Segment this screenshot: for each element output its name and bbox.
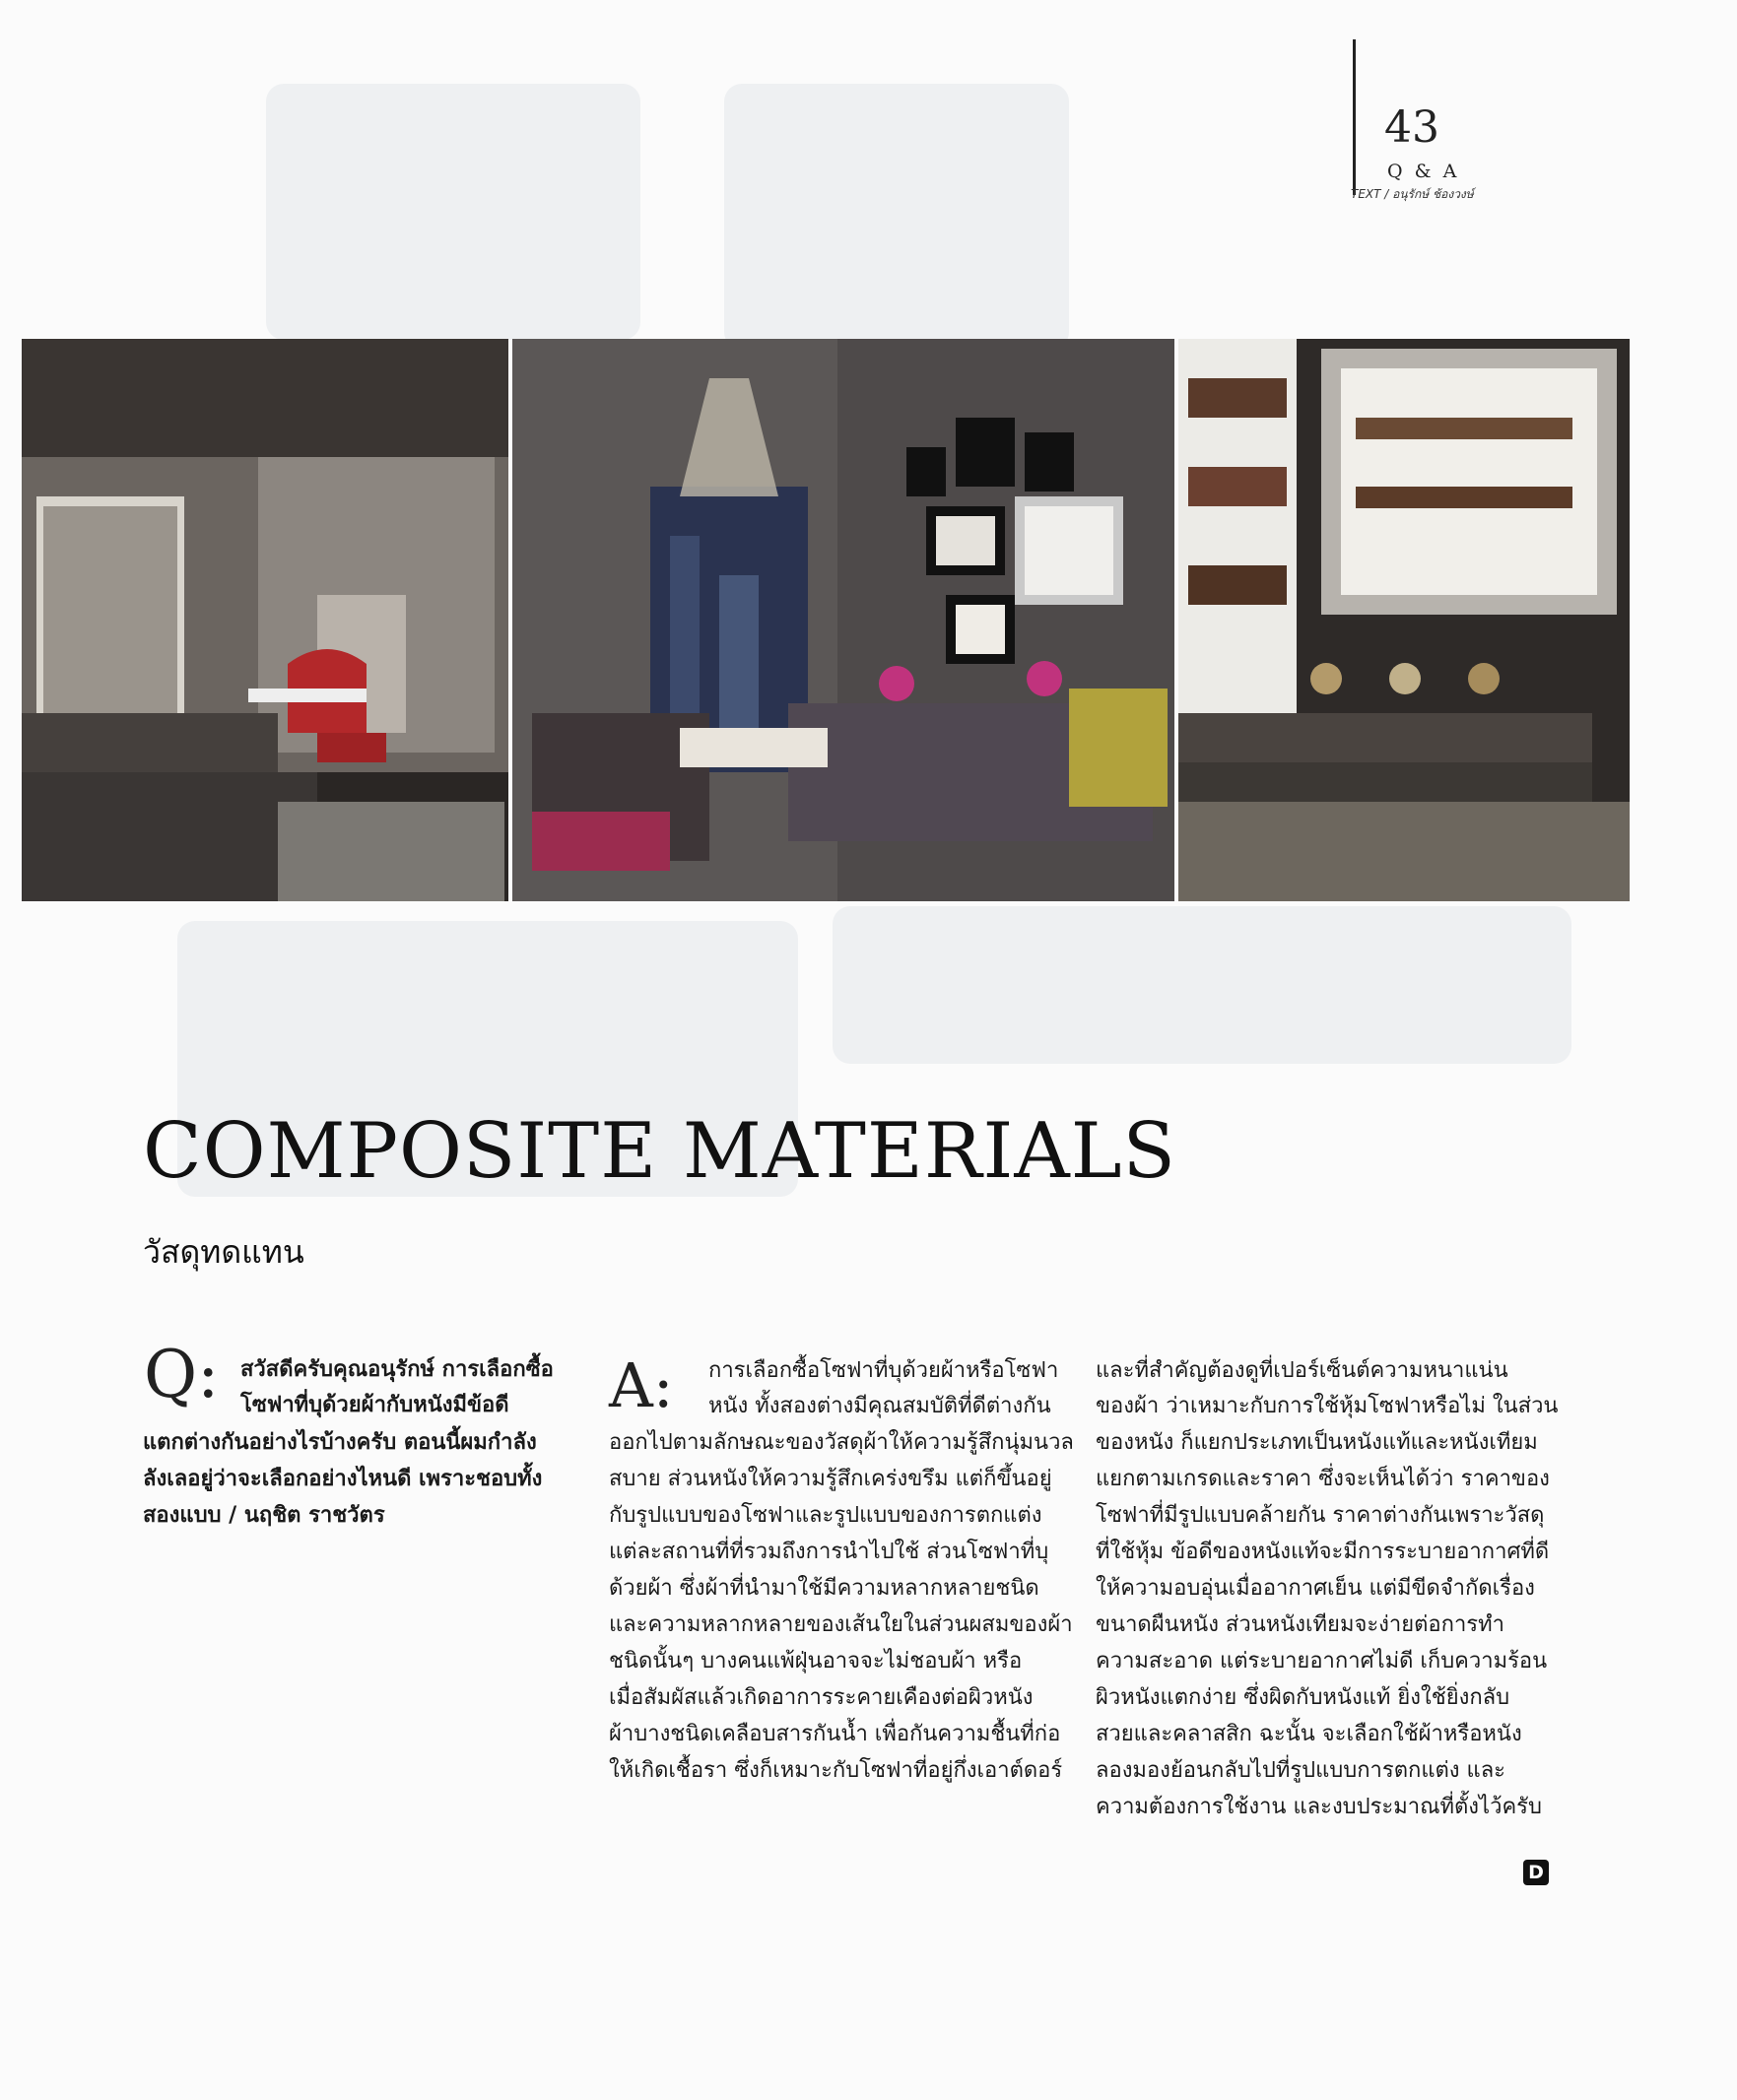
bleed-through-shape bbox=[833, 906, 1571, 1064]
question-line: ลังเลอยู่ว่าจะเลือกอย่างไหนดี เพราะชอบทั้ง bbox=[143, 1467, 543, 1491]
answer-line: แยกตามเกรดและราคา ซึ่งจะเห็นได้ว่า ราคาของ bbox=[1096, 1467, 1550, 1491]
page-number: 43 bbox=[1384, 102, 1439, 153]
answer-line: ของหนัง ก็แยกประเภทเป็นหนังแท้และหนังเทียม bbox=[1096, 1430, 1538, 1455]
answer-line: ออกไปตามลักษณะของวัสดุผ้าให้ความรู้สึกนุ่มนวล bbox=[609, 1430, 1074, 1455]
answer-line: หนัง ทั้งสองต่างมีคุณสมบัติที่ดีต่างกัน bbox=[708, 1394, 1051, 1418]
answer-line: ผิวหนังแตกง่าย ซึ่งผิดกับหนังแท้ ยิ่งใช้ยิ่งกลับ bbox=[1096, 1685, 1510, 1710]
article-title: COMPOSITE MATERIALS bbox=[143, 1107, 1176, 1196]
library-sofa-photo bbox=[1178, 339, 1630, 901]
section-label: Q & A bbox=[1387, 161, 1460, 182]
answer-line: ชนิดนั้นๆ บางคนแพ้ฝุ่นอาจจะไม่ชอบผ้า หรือ bbox=[609, 1649, 1023, 1673]
answer-marker: A: bbox=[609, 1349, 674, 1421]
answer-line: ของผ้า ว่าเหมาะกับการใช้หุ้มโซฟาหรือไม่ ในส่วน bbox=[1096, 1394, 1559, 1418]
answer-line: เมื่อสัมผัสแล้วเกิดอาการระคายเคืองต่อผิวหนัง bbox=[609, 1685, 1034, 1710]
answer-line: ความต้องการใช้งาน และงบประมาณที่ตั้งไว้ครับ bbox=[1096, 1795, 1542, 1819]
living-room-red-chair-photo bbox=[22, 339, 508, 901]
answer-line: ผ้าบางชนิดเคลือบสารกันน้ำ เพื่อกันความชื้นที่ก่อ bbox=[609, 1722, 1061, 1746]
question-marker: Q: bbox=[144, 1337, 220, 1412]
answer-line: การเลือกซื้อโซฟาที่บุด้วยผ้าหรือโซฟา bbox=[708, 1358, 1059, 1383]
answer-line: แต่ละสถานที่ที่รวมถึงการนำไปใช้ ส่วนโซฟาที่บุ bbox=[609, 1540, 1049, 1564]
bleed-through-shape bbox=[266, 84, 640, 340]
answer-line: ความสะอาด แต่ระบายอากาศไม่ดี เก็บความร้อน bbox=[1096, 1649, 1548, 1673]
answer-line: และความหลากหลายของเส้นใยในส่วนผสมของผ้า bbox=[609, 1612, 1073, 1637]
question-line: แตกต่างกันอย่างไรบ้างครับ ตอนนี้ผมกำลัง bbox=[143, 1430, 537, 1455]
answer-line: สวยและคลาสสิก ฉะนั้น จะเลือกใช้ผ้าหรือหนัง bbox=[1096, 1722, 1522, 1746]
answer-line: และที่สำคัญต้องดูที่เปอร์เซ็นต์ความหนาแน่น bbox=[1096, 1358, 1508, 1383]
answer-line: ด้วยผ้า ซึ่งผ้าที่นำมาใช้มีความหลากหลายชนิด bbox=[609, 1576, 1039, 1601]
answer-line: ขนาดผืนหนัง ส่วนหนังเทียมจะง่ายต่อการทำ bbox=[1096, 1612, 1504, 1637]
bleed-through-shape bbox=[724, 84, 1069, 350]
answer-line: ให้เกิดเชื้อรา ซึ่งก็เหมาะกับโซฟาที่อยู่กึ่งเอาต์ดอร์ bbox=[609, 1758, 1063, 1783]
answer-line: ลองมองย้อนกลับไปที่รูปแบบการตกแต่ง และ bbox=[1096, 1758, 1506, 1783]
answer-line: สบาย ส่วนหนังให้ความรู้สึกเคร่งขรึม แต่ก็ขึ้นอยู่ bbox=[609, 1467, 1052, 1491]
answer-line: กับรูปแบบของโซฟาและรูปแบบของการตกแต่ง bbox=[609, 1503, 1042, 1528]
author-credit: TEXT / อนุรักษ์ ช้องวงษ์ bbox=[1351, 187, 1474, 201]
question-line: สองแบบ / นฤชิต ราชวัตร bbox=[143, 1503, 385, 1528]
header-rule bbox=[1353, 39, 1356, 195]
answer-line: ให้ความอบอุ่นเมื่ออากาศเย็น แต่มีขีดจำกัดเรื่อง bbox=[1096, 1576, 1535, 1601]
answer-line: ที่ใช้หุ้ม ข้อดีของหนังแท้จะมีการระบายอากาศที่ดี bbox=[1096, 1540, 1550, 1564]
answer-line: โซฟาที่มีรูปแบบคล้ายกัน ราคาต่างกันเพราะวัสดุ bbox=[1096, 1503, 1545, 1528]
question-line: สวัสดีครับคุณอนุรักษ์ การเลือกซื้อ bbox=[240, 1357, 554, 1382]
photo-strip bbox=[22, 339, 1630, 901]
question-line: โซฟาที่บุด้วยผ้ากับหนังมีข้อดี bbox=[240, 1393, 509, 1417]
article-subtitle: วัสดุทดแทน bbox=[143, 1233, 304, 1271]
end-mark-logo: D bbox=[1523, 1860, 1549, 1885]
living-room-chandelier-photo bbox=[512, 339, 1174, 901]
